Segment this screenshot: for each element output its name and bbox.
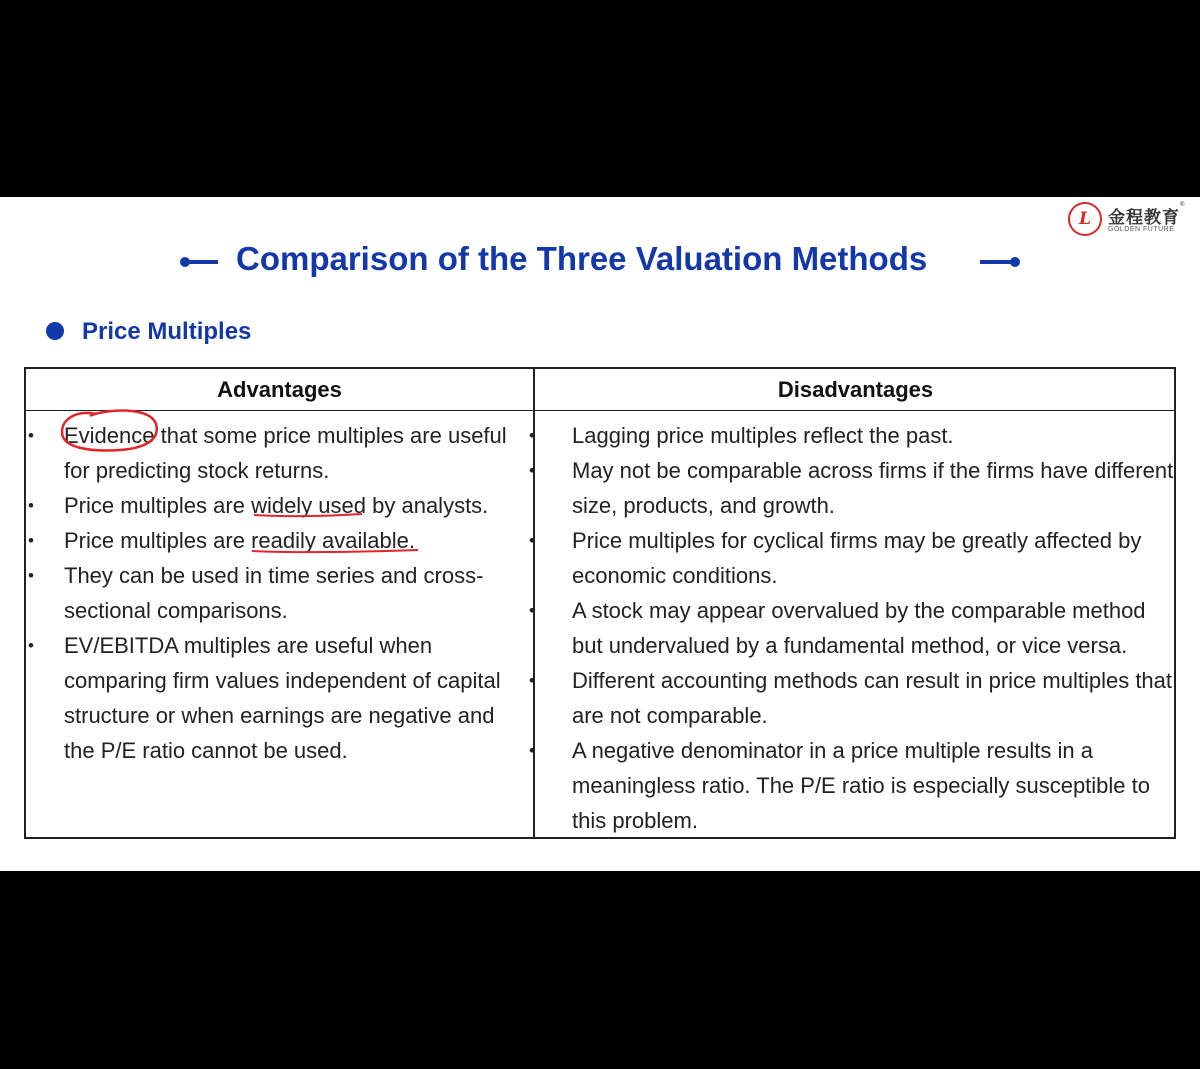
logo-brand-cn: 金程教育 <box>1108 208 1180 228</box>
bullet-icon: • <box>529 741 535 760</box>
disadvantages-list <box>529 418 1176 838</box>
header-divider <box>26 410 1174 411</box>
disadvantage-item: • A stock may appear overvalued by the comparable method but undervalued by a fundamental method, or vice versa. <box>536 593 1176 663</box>
disadvantage-item: • May not be comparable across firms if the firms have different size, products, and growth. <box>536 453 1176 523</box>
advantage-item: • Price multiples are widely used by analysts. <box>28 488 526 523</box>
header-advantages: Advantages <box>217 377 342 402</box>
title-bar <box>0 240 1200 286</box>
arrow-left-icon <box>178 240 228 286</box>
logo-registered: ® <box>1180 202 1185 208</box>
bullet-icon: • <box>529 426 535 445</box>
bullet-icon: • <box>529 671 535 690</box>
bullet-icon: • <box>529 531 535 550</box>
bullet-icon: • <box>28 636 34 655</box>
advantage-item: • Price multiples are readily available. <box>28 523 526 558</box>
bullet-icon: • <box>529 461 535 480</box>
bullet-icon: • <box>28 531 34 550</box>
brand-logo <box>1068 202 1186 238</box>
disadvantage-item: • A negative denominator in a price multiple results in a meaningless ratio. The P/E ratio is especially susceptible to this problem. <box>536 733 1176 838</box>
arrow-right-icon <box>978 240 1028 286</box>
logo-brand-en: GOLDEN FUTURE <box>1108 226 1175 233</box>
comparison-table <box>24 367 1176 839</box>
bullet-icon: • <box>28 426 34 445</box>
bullet-icon: • <box>529 601 535 620</box>
advantage-item: • They can be used in time series and cross-sectional comparisons. <box>28 558 526 628</box>
bullet-icon: • <box>28 496 34 515</box>
section-label: Price Multiples <box>82 318 252 345</box>
bullet-icon: • <box>28 566 34 585</box>
page-title: Comparison of the Three Valuation Methods <box>236 240 928 277</box>
logo-seal-icon: L <box>1068 202 1102 236</box>
disadvantage-item: • Lagging price multiples reflect the past. <box>536 418 1176 453</box>
disadvantage-item: • Price multiples for cyclical firms may be greatly affected by economic conditions. <box>536 523 1176 593</box>
disadvantage-item: • Different accounting methods can result in price multiples that are not comparable. <box>536 663 1176 733</box>
header-disadvantages: Disadvantages <box>777 377 934 402</box>
advantage-item: • EV/EBITDA multiples are useful when comparing firm values independent of capital structure or when earnings are negative and the P/E ratio cannot be used. <box>28 628 526 768</box>
advantages-list <box>28 418 526 768</box>
section-bullet-icon <box>46 322 64 340</box>
advantage-item: • Evidence that some price multiples are useful for predicting stock returns. <box>28 418 526 488</box>
